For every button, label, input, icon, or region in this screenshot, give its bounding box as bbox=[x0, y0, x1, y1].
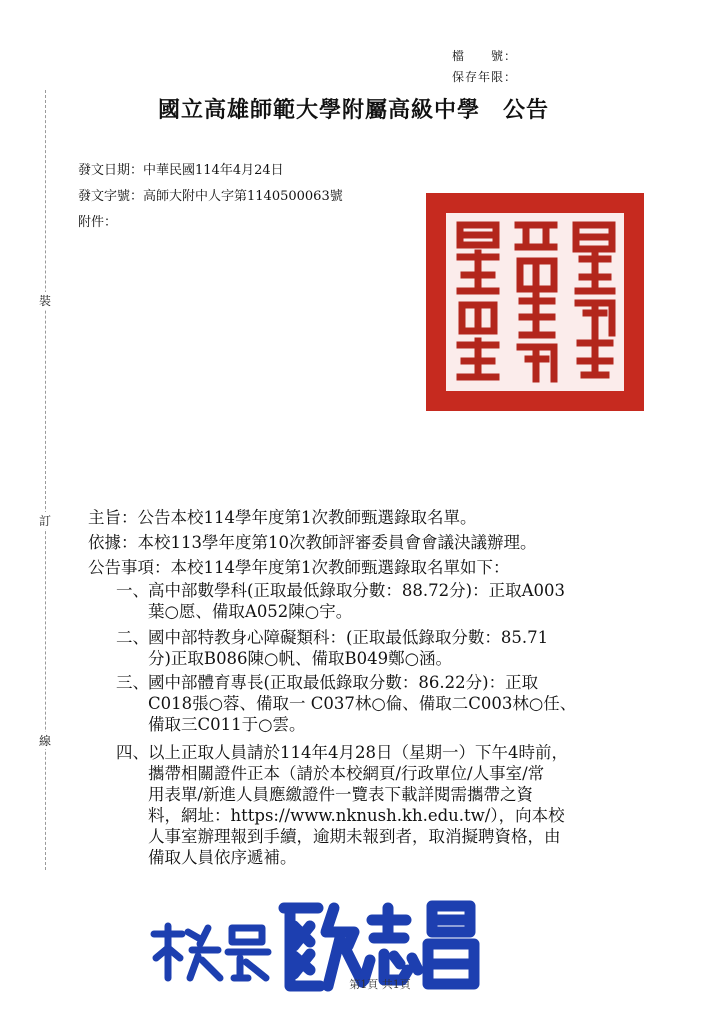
principal-signature-stamp bbox=[148, 898, 488, 1008]
binding-mark-ding: 訂 bbox=[38, 514, 51, 528]
subject-line: 主旨：公告本校114學年度第1次教師甄選錄取名單。 bbox=[88, 508, 477, 527]
official-seal bbox=[426, 193, 644, 411]
document-title: 國立高雄師範大學附屬高級中學 公告 bbox=[158, 97, 550, 123]
item-number: 三、 bbox=[116, 673, 149, 692]
signature-graphic bbox=[148, 898, 488, 1008]
items-intro: 公告事項：本校114學年度第1次教師甄選錄取名單如下： bbox=[88, 558, 510, 577]
item-line: 高中部數學科(正取最低錄取分數：88.72分)：正取A003 bbox=[148, 581, 566, 600]
item-line: 料，網址：https://www.nknush.kh.edu.tw/），向本校 bbox=[148, 806, 565, 825]
document-number: 發文字號：高師大附中人字第1140500063號 bbox=[78, 189, 343, 204]
page-number: 第1頁 共1頁 bbox=[349, 978, 411, 991]
binding-mark-xian: 線 bbox=[38, 734, 51, 748]
item-line: 備取人員依序遞補。 bbox=[148, 848, 297, 867]
announcement-item-1 bbox=[116, 580, 646, 624]
item-line: 用表單/新進人員應繳證件一覽表下載詳閱需攜帶之資 bbox=[148, 785, 534, 804]
official-seal-graphic bbox=[426, 193, 644, 411]
file-number-label: 檔 號： bbox=[452, 49, 518, 63]
attachment-label: 附件： bbox=[78, 215, 118, 230]
announcement-item-2 bbox=[116, 627, 646, 671]
item-number: 四、 bbox=[116, 743, 149, 762]
item-line: 國中部體育專長(正取最低錄取分數：86.22分)：正取 bbox=[148, 673, 539, 692]
item-line: 分)正取B086陳○帆、備取B049鄭○涵。 bbox=[148, 649, 452, 668]
binding-mark-zhuang: 裝 bbox=[38, 294, 51, 308]
issue-date: 發文日期：中華民國114年4月24日 bbox=[78, 163, 284, 178]
announcement-item-3 bbox=[116, 672, 646, 738]
item-line: 人事室辦理報到手續，逾期未報到者，取消擬聘資格，由 bbox=[148, 827, 561, 846]
item-line: 以上正取人員請於114年4月28日（星期一）下午4時前， bbox=[148, 743, 568, 762]
item-number: 二、 bbox=[116, 628, 149, 647]
item-line: C018張○蓉、備取一 C037林○倫、備取二C003林○任、 bbox=[148, 694, 577, 713]
basis-line: 依據：本校113學年度第10次教師評審委員會會議決議辦理。 bbox=[88, 533, 537, 552]
item-line: 葉○愿、備取A052陳○宇。 bbox=[148, 602, 353, 621]
item-line: 國中部特教身心障礙類科：(正取最低錄取分數：85.71 bbox=[148, 628, 549, 647]
announcement-item-4 bbox=[116, 742, 646, 874]
binding-dashed-line bbox=[45, 90, 46, 870]
item-number: 一、 bbox=[116, 581, 149, 600]
item-line: 備取三C011于○雲。 bbox=[148, 715, 306, 734]
item-line: 攜帶相關證件正本（請於本校網頁/行政單位/人事室/常 bbox=[148, 764, 545, 783]
retention-period-label: 保存年限： bbox=[452, 70, 518, 84]
